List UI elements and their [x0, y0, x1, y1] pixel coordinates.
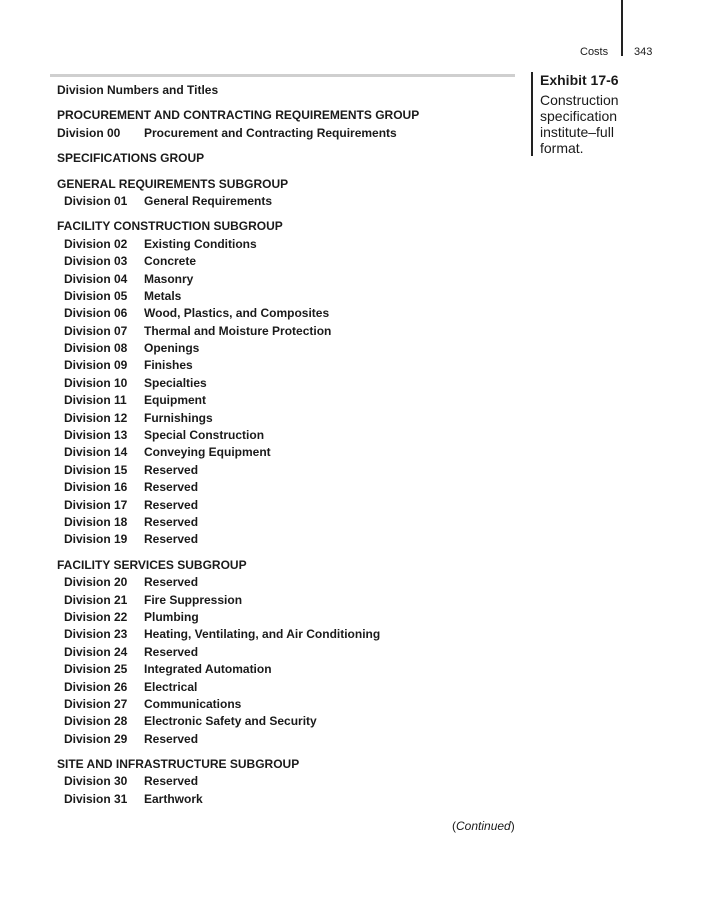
site-rows	[57, 773, 517, 808]
procurement-rows	[57, 125, 517, 142]
page-number: 343	[634, 46, 653, 58]
division-row	[57, 462, 517, 479]
division-number: Division 17	[64, 497, 128, 512]
division-number: Division 20	[64, 575, 128, 590]
division-number: Division 19	[64, 532, 128, 547]
division-row	[57, 731, 517, 748]
division-number: Division 22	[64, 609, 128, 624]
exhibit-caption	[540, 92, 640, 156]
group-heading-specifications: SPECIFICATIONS GROUP	[57, 151, 205, 166]
continued-close-paren: )	[510, 819, 515, 833]
division-title: Earthwork	[144, 791, 203, 806]
division-title: Heating, Ventilating, and Air Conditioning	[144, 627, 381, 642]
continued-open-paren: (	[452, 819, 456, 833]
division-row	[57, 679, 517, 696]
division-row	[57, 661, 517, 678]
facility-construction-rows	[57, 236, 517, 549]
division-number: Division 23	[64, 627, 128, 642]
header-divider	[621, 0, 623, 56]
division-title: Finishes	[144, 358, 193, 373]
group-heading-procurement: PROCUREMENT AND CONTRACTING REQUIREMENTS GROUP	[57, 108, 420, 123]
continued-text: Continued	[456, 819, 511, 833]
division-number: Division 02	[64, 236, 128, 251]
facility-services-rows	[57, 574, 517, 748]
division-number: Division 21	[64, 592, 128, 607]
division-row	[57, 253, 517, 270]
running-header-section: Costs	[580, 46, 609, 58]
division-number: Division 15	[64, 462, 128, 477]
exhibit-divider	[531, 72, 533, 156]
division-title: Reserved	[144, 774, 199, 789]
division-number: Division 16	[64, 480, 128, 495]
exhibit-caption-line: Construction	[540, 92, 619, 108]
division-row	[57, 392, 517, 409]
division-number: Division 13	[64, 428, 128, 443]
division-row	[57, 791, 517, 808]
division-row	[57, 410, 517, 427]
exhibit-caption-line: format.	[540, 140, 584, 156]
division-title: Equipment	[144, 393, 206, 408]
general-rows	[57, 193, 517, 210]
division-row	[57, 236, 517, 253]
division-table	[57, 82, 517, 808]
division-row	[57, 375, 517, 392]
division-row	[57, 592, 517, 609]
division-row	[57, 696, 517, 713]
division-number: Division 00	[57, 125, 121, 140]
division-row	[57, 713, 517, 730]
division-row	[57, 531, 517, 548]
division-row	[57, 626, 517, 643]
subgroup-heading-site: SITE AND INFRASTRUCTURE SUBGROUP	[57, 757, 300, 772]
exhibit-caption-line: specification	[540, 108, 618, 124]
division-title: Reserved	[144, 514, 199, 529]
division-row	[57, 644, 517, 661]
division-row	[57, 271, 517, 288]
division-title: Openings	[144, 341, 200, 356]
division-number: Division 08	[64, 341, 128, 356]
division-title: Reserved	[144, 462, 199, 477]
division-row	[57, 773, 517, 790]
division-number: Division 06	[64, 306, 128, 321]
division-row	[57, 497, 517, 514]
division-number: Division 29	[64, 731, 128, 746]
division-title: Fire Suppression	[144, 592, 243, 607]
division-number: Division 04	[64, 271, 128, 286]
division-title: Conveying Equipment	[144, 445, 271, 460]
division-title: Metals	[144, 288, 182, 303]
division-row	[57, 609, 517, 626]
division-number: Division 18	[64, 514, 128, 529]
division-title: Wood, Plastics, and Composites	[144, 306, 330, 321]
division-number: Division 27	[64, 696, 128, 711]
division-number: Division 03	[64, 254, 128, 269]
division-title: Integrated Automation	[144, 662, 272, 677]
subgroup-heading-general: GENERAL REQUIREMENTS SUBGROUP	[57, 176, 289, 191]
division-row	[57, 305, 517, 322]
division-row	[57, 427, 517, 444]
division-number: Division 25	[64, 662, 128, 677]
division-title: Reserved	[144, 575, 199, 590]
division-number: Division 09	[64, 358, 128, 373]
division-number: Division 24	[64, 644, 128, 659]
division-title: Existing Conditions	[144, 236, 257, 251]
division-title: Masonry	[144, 271, 194, 286]
exhibit-label: Exhibit 17-6	[540, 72, 619, 88]
division-number: Division 10	[64, 375, 128, 390]
division-title: Procurement and Contracting Requirements	[144, 125, 397, 140]
division-row	[57, 340, 517, 357]
division-row	[57, 288, 517, 305]
division-row	[57, 125, 517, 142]
division-title: Reserved	[144, 532, 199, 547]
continued-note	[452, 819, 515, 833]
division-number: Division 31	[64, 791, 128, 806]
division-title: Concrete	[144, 254, 197, 269]
table-top-rule	[50, 74, 515, 77]
division-number: Division 01	[64, 193, 128, 208]
division-title: Thermal and Moisture Protection	[144, 323, 332, 338]
division-number: Division 26	[64, 679, 128, 694]
subgroup-heading-facility-services: FACILITY SERVICES SUBGROUP	[57, 557, 247, 572]
division-title: Reserved	[144, 497, 199, 512]
division-title: Specialties	[144, 375, 207, 390]
table-title: Division Numbers and Titles	[57, 83, 219, 97]
division-title: Communications	[144, 696, 242, 711]
division-number: Division 11	[64, 393, 127, 408]
division-title: Electrical	[144, 679, 198, 694]
division-number: Division 12	[64, 410, 128, 425]
division-row	[57, 323, 517, 340]
division-row	[57, 444, 517, 461]
exhibit-caption-line: institute–full	[540, 124, 614, 140]
division-title: Reserved	[144, 731, 199, 746]
division-row	[57, 514, 517, 531]
division-number: Division 14	[64, 445, 128, 460]
division-title: Special Construction	[144, 428, 265, 443]
division-title: Plumbing	[144, 609, 199, 624]
division-number: Division 30	[64, 774, 128, 789]
division-row	[57, 574, 517, 591]
division-row	[57, 357, 517, 374]
division-number: Division 07	[64, 323, 128, 338]
division-number: Division 28	[64, 714, 128, 729]
division-row	[57, 193, 517, 210]
division-title: General Requirements	[144, 193, 273, 208]
division-row	[57, 479, 517, 496]
division-title: Reserved	[144, 644, 199, 659]
division-number: Division 05	[64, 288, 128, 303]
division-title: Electronic Safety and Security	[144, 714, 317, 729]
subgroup-heading-facility-construction: FACILITY CONSTRUCTION SUBGROUP	[57, 219, 283, 234]
division-title: Reserved	[144, 480, 199, 495]
division-title: Furnishings	[144, 410, 213, 425]
